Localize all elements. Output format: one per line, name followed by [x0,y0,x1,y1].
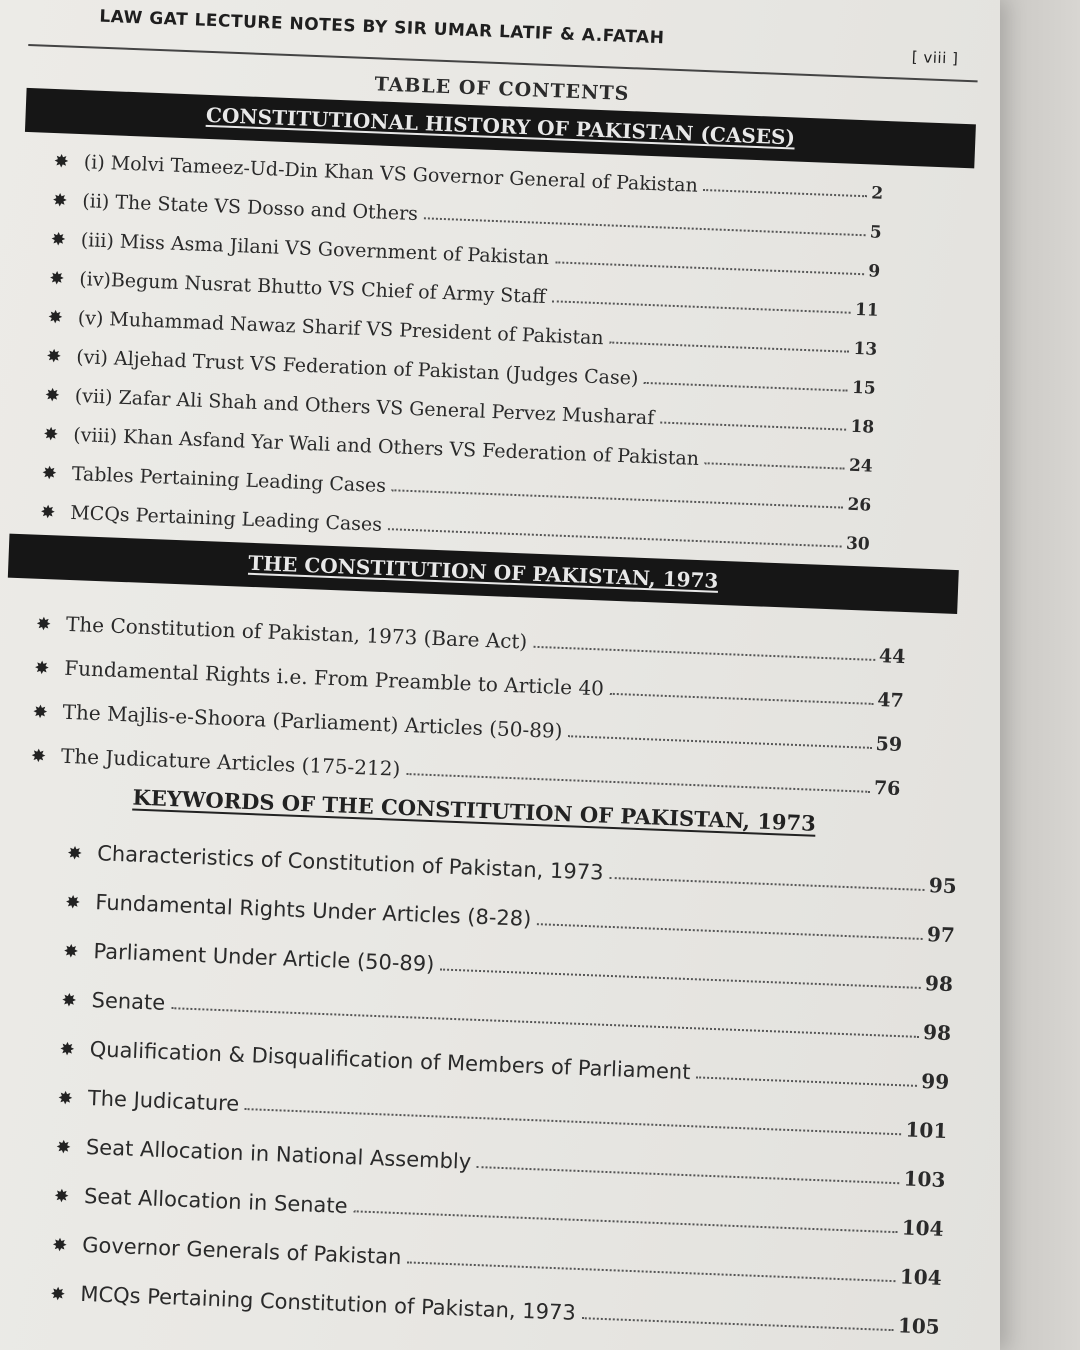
entry-title: (vii) Zafar Ali Shah and Others VS General Pervez Musharaf [74,385,655,430]
dot-leader [406,773,870,793]
dot-leader [704,189,868,197]
star-bullet-icon: ✸ [45,345,62,368]
star-bullet-icon: ✸ [48,267,65,290]
entry-title: The Judicature [87,1086,240,1116]
entry-title: The Constitution of Pakistan, 1973 (Bare Act) [65,611,528,654]
entry-page-number: 15 [851,377,877,399]
star-bullet-icon: ✸ [66,843,83,865]
entry-page-number: 95 [928,873,958,899]
dot-leader [388,528,842,547]
entry-title: Characteristics of Constitution of Pakistan, 1973 [96,841,604,885]
star-bullet-icon: ✸ [55,1136,72,1159]
entry-page-number: 98 [922,1020,952,1046]
star-bullet-icon: ✸ [53,151,70,173]
entry-page-number: 98 [924,971,954,997]
star-bullet-icon: ✸ [41,462,58,485]
entry-title: Fundamental Rights i.e. From Preamble to Article 40 [63,655,605,701]
entry-page-number: 104 [901,1215,944,1241]
dot-leader [660,421,846,430]
star-bullet-icon: ✸ [44,384,61,407]
entry-title: (v) Muhammad Nawaz Sharif VS President of Pakistan [77,307,605,350]
entry-page-number: 44 [878,645,906,669]
entry-title: Seat Allocation in Senate [83,1183,349,1219]
entry-title: (iv)Begum Nusrat Bhutto VS Chief of Army Staff [78,268,547,309]
star-bullet-icon: ✸ [47,306,64,329]
running-title: LAW GAT LECTURE NOTES BY SIR UMAR LATIF & A.FATAH [99,6,665,49]
entry-title: MCQs Pertaining Leading Cases [69,501,383,536]
entry-title: Seat Allocation in National Assembly [85,1135,472,1174]
entry-page-number: 105 [897,1313,941,1339]
entry-title: Parliament Under Article (50-89) [93,939,435,977]
entry-title: (ii) The State VS Dosso and Others [81,190,419,226]
entry-page-number: 9 [867,261,881,282]
entry-page-number: 76 [873,776,901,800]
entry-page-number: 5 [869,222,883,243]
entry-title: The Majlis-e-Shoora (Parliament) Articles (50-89) [62,699,563,743]
entry-title: (viii) Khan Asfand Yar Wali and Others VS Federation of Pakistan [72,423,700,471]
entry-title: Qualification & Disqualification of Members of Parliament [89,1037,691,1085]
star-bullet-icon: ✸ [61,989,78,1012]
star-bullet-icon: ✸ [35,613,52,636]
entry-title: (vi) Aljehad Trust VS Federation of Pakistan (Judges Case) [75,346,639,390]
entry-page-number: 101 [905,1117,948,1144]
entry-title: The Judicature Articles (175-212) [60,743,401,781]
entry-page-number: 59 [875,733,903,757]
star-bullet-icon: ✸ [51,190,68,212]
star-bullet-icon: ✸ [50,228,67,251]
star-bullet-icon: ✸ [57,1087,74,1110]
star-bullet-icon: ✸ [63,940,79,963]
dot-leader [705,462,845,469]
entry-title: Tables Pertaining Leading Cases [71,462,387,498]
entry-page-number: 13 [853,338,878,360]
star-bullet-icon: ✸ [30,745,47,768]
entry-title: Fundamental Rights Under Articles (8-28) [94,890,532,931]
entry-page-number: 97 [926,922,956,948]
entry-page-number: 47 [876,689,905,713]
star-bullet-icon: ✸ [53,1185,70,1208]
entry-title: Governor Generals of Pakistan [81,1232,402,1270]
star-bullet-icon: ✸ [51,1234,68,1257]
star-bullet-icon: ✸ [64,892,81,914]
dot-leader [581,1317,893,1331]
section-heading: THE CONSTITUTION OF PAKISTAN, 1973 [247,550,719,593]
toc-list-constitution [1,590,907,800]
star-bullet-icon: ✸ [33,657,50,680]
toc-list-cases [10,132,884,555]
star-bullet-icon: ✸ [42,423,59,446]
star-bullet-icon: ✸ [59,1038,76,1061]
entry-page-number: 2 [870,183,884,204]
entry-title: (iii) Miss Asma Jilani VS Government of Pakistan [80,229,550,270]
entry-page-number: 18 [850,416,875,438]
underlying-page [990,0,1080,1350]
page-number: [ viii ] [911,47,959,68]
entry-page-number: 30 [845,533,871,555]
star-bullet-icon: ✸ [39,501,56,524]
section-heading: CONSTITUTIONAL HISTORY OF PAKISTAN (CASES) [205,102,796,150]
entry-page-number: 103 [903,1166,946,1193]
entry-page-number: 104 [899,1264,943,1290]
entry-page-number: 99 [920,1069,950,1095]
star-bullet-icon: ✸ [49,1283,66,1306]
star-bullet-icon: ✸ [32,701,49,724]
entry-title: (i) Molvi Tameez-Ud-Din Khan VS Governor General of Pakistan [83,151,699,197]
entry-title: MCQs Pertaining Constitution of Pakistan, 1973 [79,1281,577,1325]
toc-list-keywords [20,814,958,1339]
entry-page-number: 24 [848,455,874,477]
table-of-contents-title: TABLE OF CONTENTS [374,73,630,106]
keywords-heading: KEYWORDS OF THE CONSTITUTION OF PAKISTAN, 1973 [132,784,817,836]
entry-page-number: 26 [847,494,872,516]
entry-title: Senate [91,988,166,1015]
entry-page-number: 11 [854,299,880,321]
